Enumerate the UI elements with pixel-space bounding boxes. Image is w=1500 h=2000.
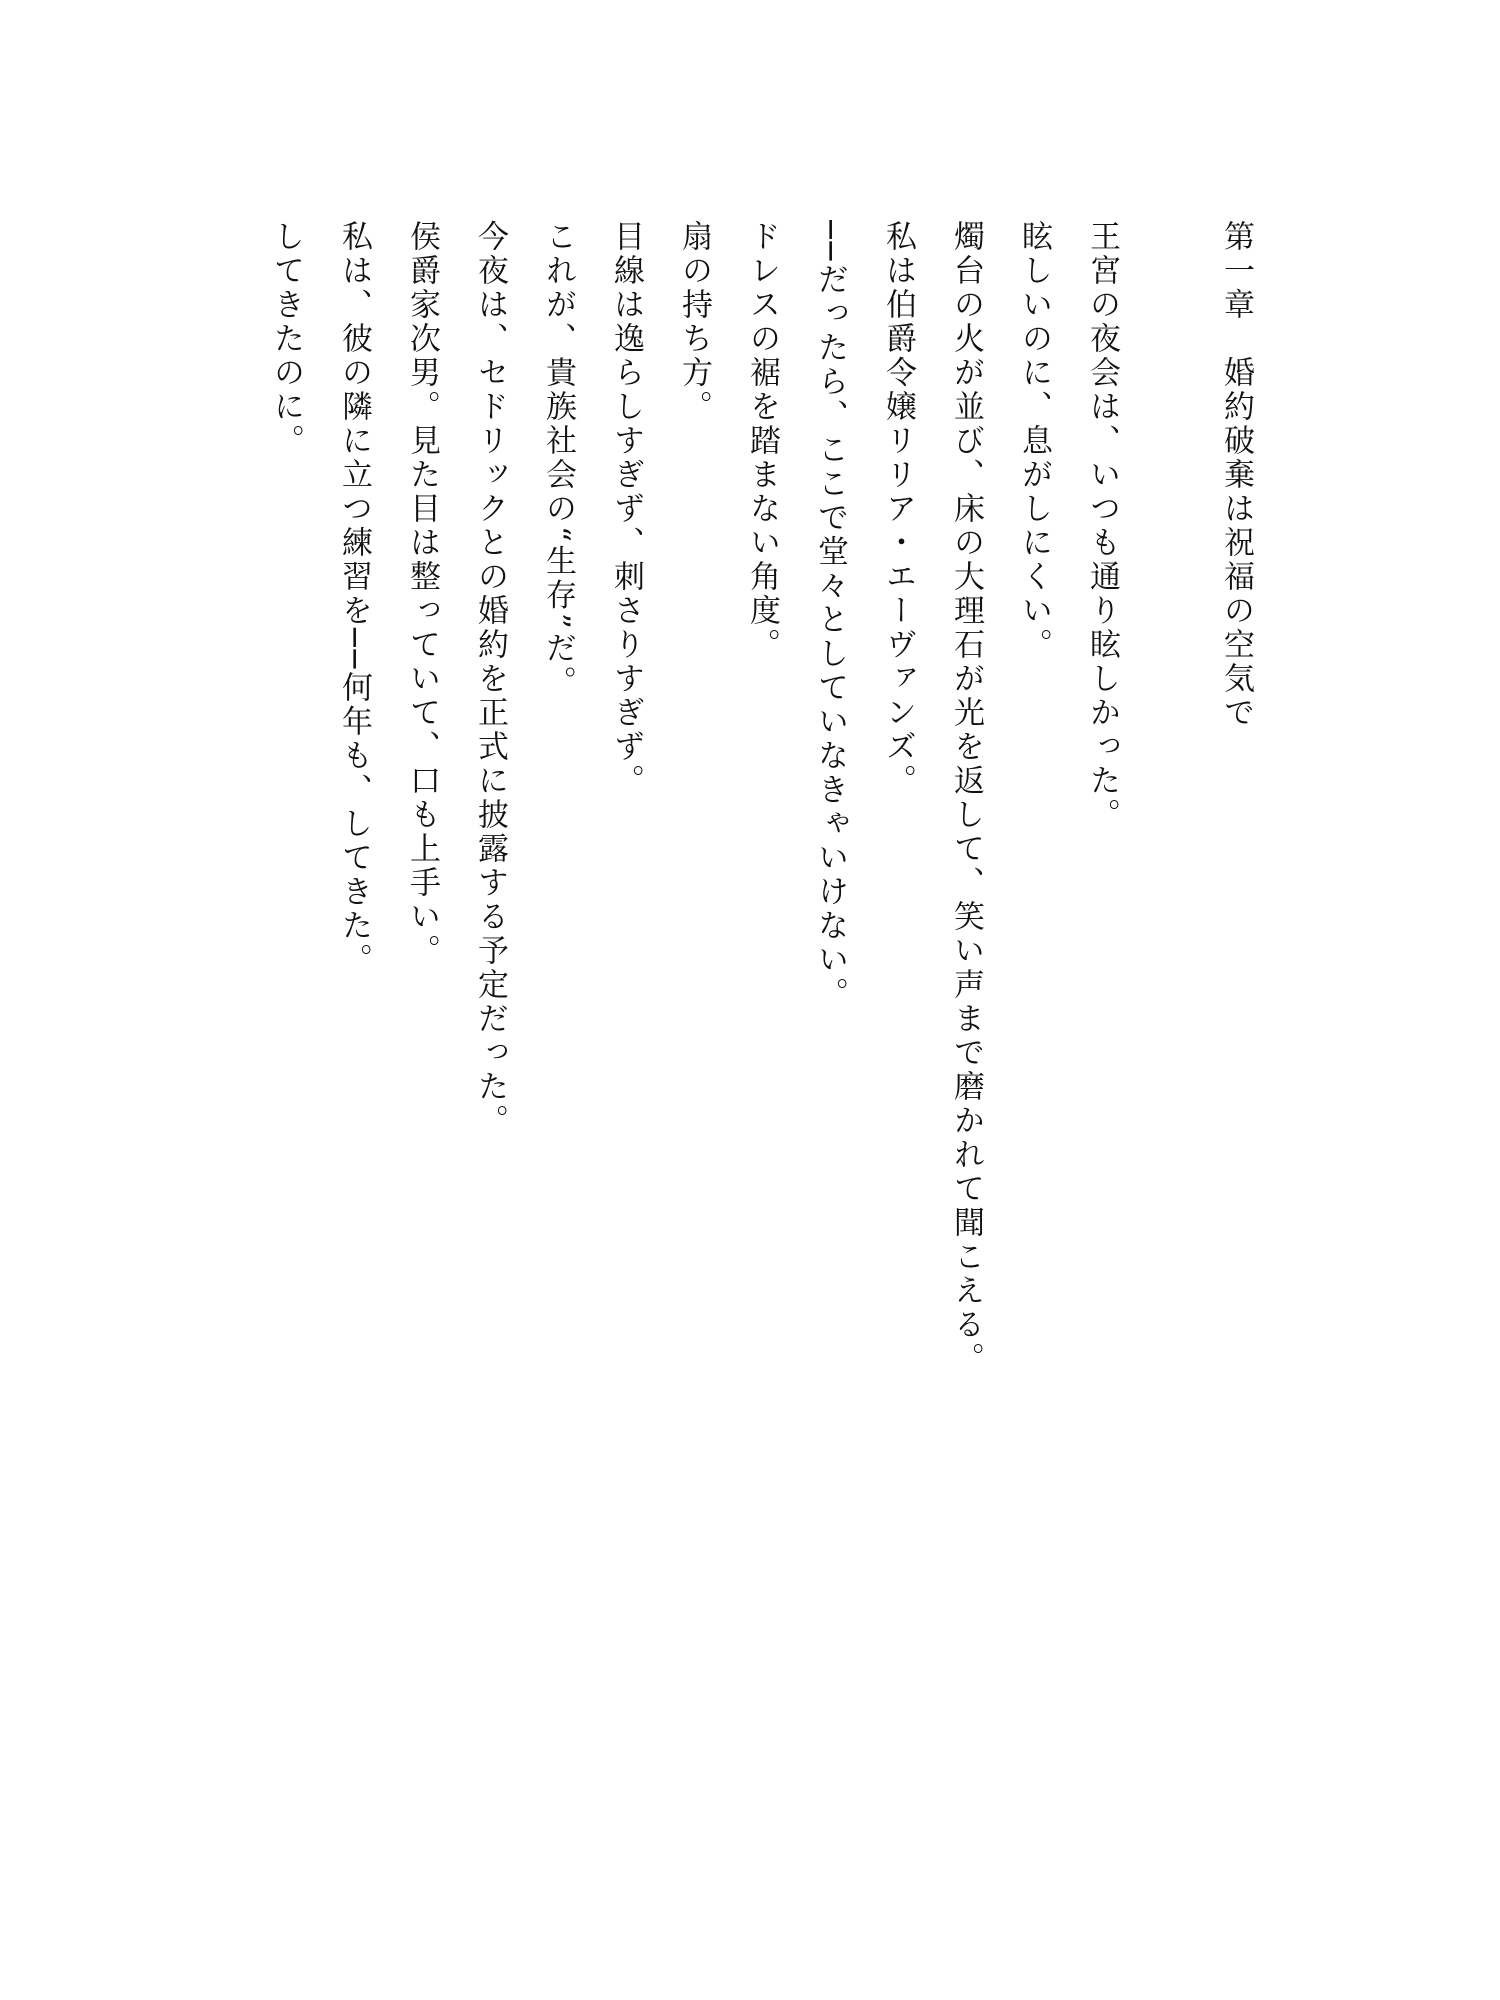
paragraph: 私は伯爵令嬢リリア・エーヴァンズ。: [880, 220, 916, 798]
paragraph: ──だったら、ここで堂々としていなきゃいけない。: [812, 220, 848, 1012]
paragraph: してきたのに。: [268, 220, 304, 458]
vertical-text-block: [240, 220, 1270, 1420]
chapter-title: 第一章 婚約破棄は祝福の空気で: [1218, 220, 1254, 730]
paragraph: 燭台の火が並び、床の大理石が光を返して、笑い声まで磨かれて聞こえる。: [948, 220, 984, 1376]
paragraph: 目線は逸らしすぎず、刺さりすぎず。: [608, 220, 644, 798]
paragraph: 侯爵家次男。見た目は整っていて、口も上手い。: [404, 220, 440, 968]
title-spacer: [1136, 220, 1202, 221]
paragraph: 眩しいのに、息がしにくい。: [1016, 220, 1052, 662]
paragraph: 扇の持ち方。: [676, 220, 712, 424]
paragraph: 私は、彼の隣に立つ練習を──何年も、してきた。: [336, 220, 372, 978]
paragraph: 王宮の夜会は、いつも通り眩しかった。: [1084, 220, 1120, 832]
paragraph: これが、貴族社会の“生存”だ。: [540, 220, 576, 700]
paragraph: 今夜は、セドリックとの婚約を正式に披露する予定だった。: [472, 220, 508, 1138]
paragraph: ドレスの裾を踏まない角度。: [744, 220, 780, 662]
